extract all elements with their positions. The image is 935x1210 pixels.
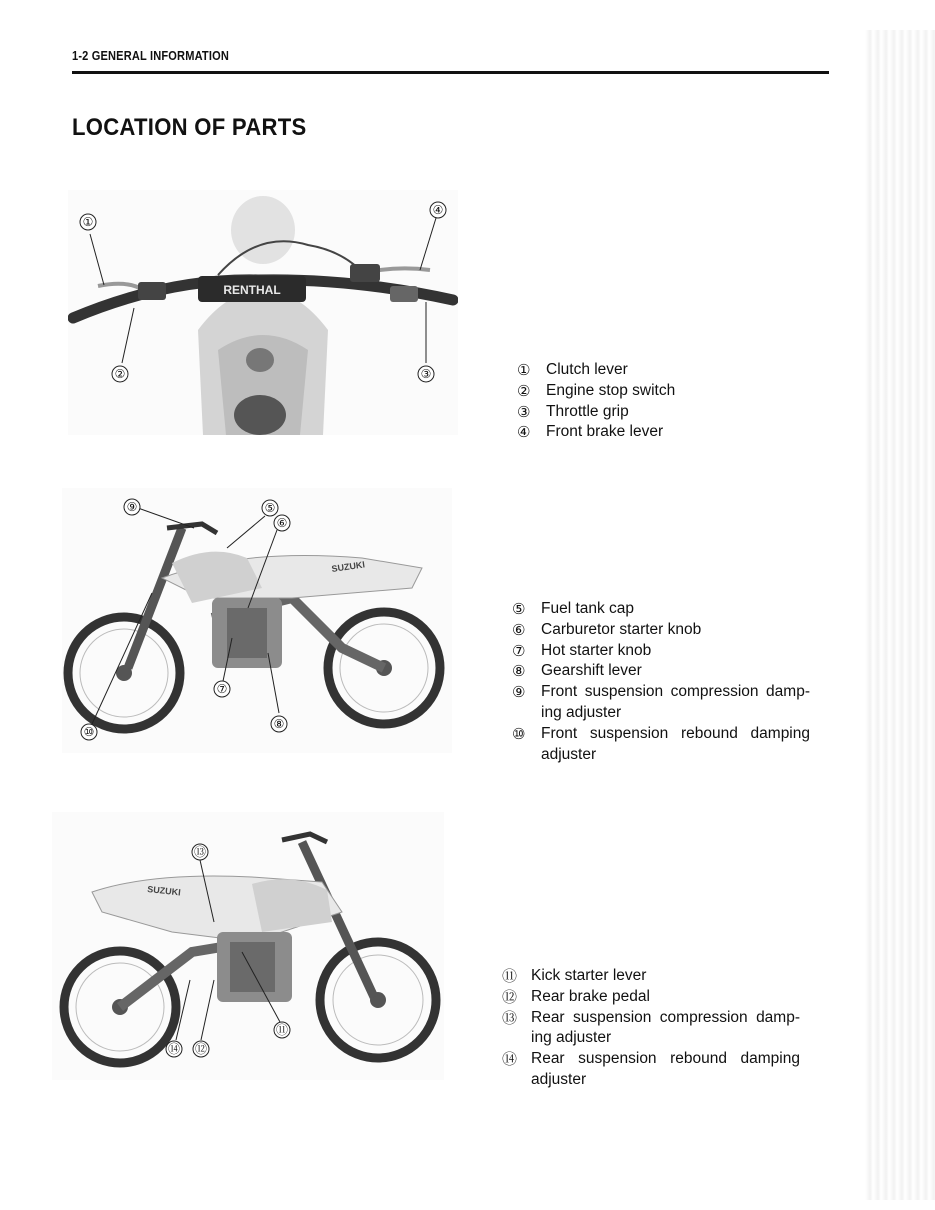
header-rule (72, 71, 829, 74)
item-number: ⑨ (512, 683, 526, 702)
callout-10: ⑩ (83, 725, 95, 739)
list-item (512, 599, 810, 620)
item-label: Front brake lever (546, 423, 664, 441)
callout-1: ① (82, 215, 94, 229)
list-item (517, 422, 817, 443)
item-label: Fuel tank cap (541, 600, 635, 617)
list-item (512, 620, 810, 641)
list-item (517, 381, 817, 402)
callout-2: ② (114, 367, 126, 381)
item-number: ② (517, 381, 531, 400)
callout-9: ⑨ (126, 500, 138, 514)
item-number: ⑩ (512, 724, 526, 743)
callout-3: ③ (420, 367, 432, 381)
parts-list-left-side (512, 599, 810, 765)
item-number: ⑬ (502, 1008, 518, 1027)
item-number: ⑫ (502, 987, 518, 1006)
callout-11: ⑪ (275, 1023, 289, 1037)
item-label: Clutch lever (546, 361, 628, 378)
fig3-brand-decal: SUZUKI (146, 884, 182, 898)
list-item (502, 1008, 800, 1050)
list-item (512, 724, 810, 766)
list-item (512, 661, 810, 682)
callout-6: ⑥ (276, 516, 288, 530)
item-number: ⑭ (502, 1050, 518, 1069)
callout-13: ⑬ (193, 845, 207, 859)
scan-edge-shadow (865, 30, 935, 1200)
list-item (502, 1049, 800, 1091)
motorcycle-left-side-photo (62, 488, 452, 753)
item-number: ① (517, 361, 531, 379)
fig2-brand-decal: SUZUKI (330, 559, 366, 574)
item-number: ⑦ (512, 641, 526, 660)
parts-list-right-side (502, 966, 800, 1091)
item-label: Gearshift lever (541, 662, 642, 680)
item-label: Engine stop switch (546, 381, 676, 399)
handlebar-photo (68, 190, 458, 435)
item-label: Throttle grip (546, 402, 629, 420)
item-label: Front suspension rebound damping adjuster (541, 724, 810, 763)
callout-12: ⑫ (194, 1042, 208, 1056)
item-number: ③ (517, 402, 531, 421)
callout-5: ⑤ (264, 501, 276, 515)
item-number: ⑤ (512, 600, 526, 618)
list-item (502, 987, 800, 1008)
item-label: Rear suspension compression damp-ing adjuster (531, 1008, 800, 1047)
parts-list-handlebar (517, 360, 817, 443)
page-title: LOCATION OF PARTS (72, 114, 307, 141)
item-label: Rear suspension rebound damping adjuster (531, 1050, 800, 1088)
callout-7: ⑦ (216, 682, 228, 696)
list-item (517, 402, 817, 423)
list-item (512, 641, 810, 662)
item-number: ⑪ (502, 967, 518, 985)
handlebar-pad-brand: RENTHAL (223, 283, 281, 297)
list-item (502, 966, 800, 987)
item-label: Hot starter knob (541, 641, 652, 659)
item-label: Rear brake pedal (531, 987, 650, 1005)
callout-8: ⑧ (273, 717, 285, 731)
list-item (512, 682, 810, 724)
motorcycle-right-side-photo (52, 812, 444, 1080)
item-label: Carburetor starter knob (541, 620, 702, 638)
callout-4: ④ (432, 203, 444, 217)
item-label: Kick starter lever (531, 967, 647, 984)
page-header: 1-2 GENERAL INFORMATION (72, 48, 229, 63)
item-number: ⑥ (512, 620, 526, 639)
item-number: ⑧ (512, 662, 526, 681)
callout-14: ⑭ (167, 1042, 181, 1056)
list-item (517, 360, 817, 381)
item-number: ④ (517, 423, 531, 442)
item-label: Front suspension compression damp-ing adjuster (541, 683, 810, 721)
